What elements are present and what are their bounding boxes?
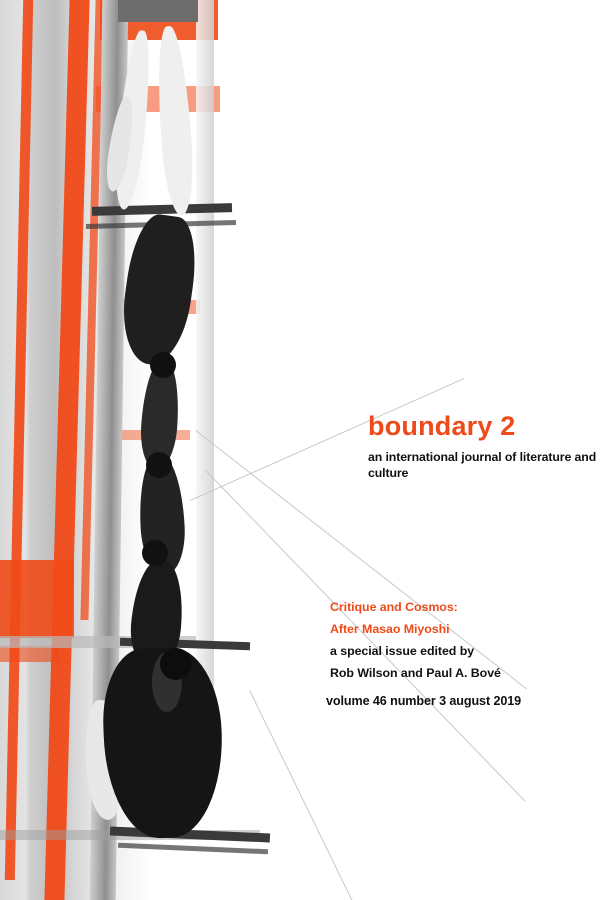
artwork-orange-stripe xyxy=(0,646,58,662)
masthead xyxy=(368,412,598,482)
journal-title: boundary 2 xyxy=(368,411,516,441)
journal-subtitle: an international journal of literature and culture xyxy=(368,449,597,480)
artwork-structure-block xyxy=(118,0,198,22)
artwork-figure-head xyxy=(150,352,176,378)
volume-number-date: volume 46 number 3 august 2019 xyxy=(326,694,522,708)
artwork-figure-head xyxy=(142,540,168,566)
artwork-orange-stripe xyxy=(0,560,74,638)
issue-editors: Rob Wilson and Paul A. Bové xyxy=(330,666,501,680)
artwork-figure-head xyxy=(146,452,172,478)
issue-block xyxy=(330,596,590,684)
issue-title-line-1: Critique and Cosmos: xyxy=(330,600,458,614)
artwork-figure-head xyxy=(160,648,192,680)
issue-title-line-2: After Masao Miyoshi xyxy=(330,622,450,636)
issue-editors-intro: a special issue edited by xyxy=(330,644,475,658)
cover-text-column xyxy=(326,0,600,900)
